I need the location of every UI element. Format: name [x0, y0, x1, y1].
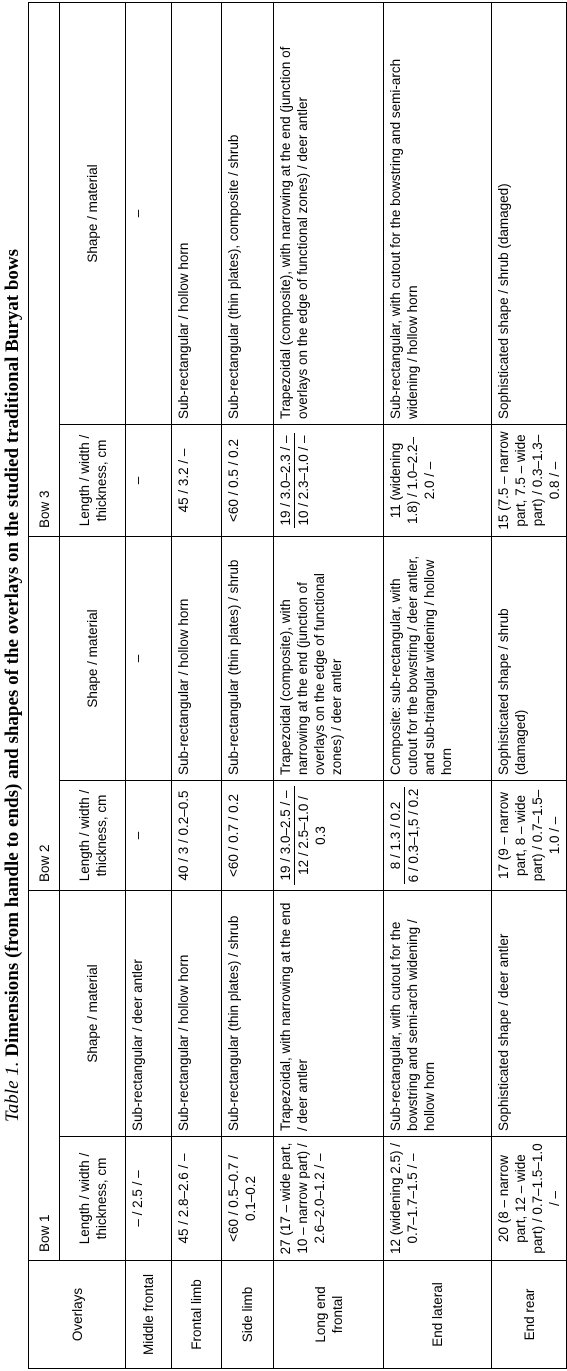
bow2-dimensions: <60 / 0.7 / 0.2 [222, 781, 274, 891]
bow2-dimensions: 17 (9 – narrow part, 8 – wide part) / 0.7–1.5–1.0 / – [492, 781, 567, 891]
bow2-shape: Trapezoidal (composite), with narrowing at the end (junction of overlays on the edge of functional zones) / deer antler [274, 537, 384, 781]
header-overlays: Overlays [29, 1261, 126, 1369]
header-bow1-dim: Length / width / thickness, cm [60, 1137, 126, 1261]
fraction-denominator: 6 / 0.3–1,5 / 0.2 [406, 788, 421, 883]
fraction-numerator: 19 / 3.0–2.5 / – [277, 786, 295, 885]
bow2-dimensions [384, 781, 492, 891]
bow2-shape: Sub-rectangular (thin plates) / shrub [222, 537, 274, 781]
overlay-name: End rear [492, 1261, 567, 1369]
bow3-shape: Sub-rectangular / hollow horn [172, 3, 222, 425]
header-bow3-dim: Length / width / thickness, cm [60, 425, 126, 537]
bow1-shape: Sophisticated shape / deer antler [492, 891, 567, 1137]
bow3-shape: Sophisticated shape / shrub (damaged) [492, 3, 567, 425]
bow3-dimensions-fraction [277, 433, 312, 527]
header-row-bows [29, 3, 60, 1369]
bow1-dimensions: 12 (widening 2.5) / 0.7–1.7–1.5 / – [384, 1137, 492, 1261]
overlay-name: Middle frontal [126, 1261, 172, 1369]
overlay-name: Side limb [222, 1261, 274, 1369]
header-bow2-shape: Shape / material [60, 537, 126, 781]
overlay-name: End lateral [384, 1261, 492, 1369]
overlay-name: Long end frontal [274, 1261, 384, 1369]
bow3-shape: – [126, 3, 172, 425]
bow3-shape: Trapezoidal (composite), with narrowing at the end (junction of overlays on the edge of functional zones) / deer antler [274, 3, 384, 425]
bow3-dimensions: – [126, 425, 172, 537]
overlays-table [28, 2, 567, 1369]
header-bow-2: Bow 2 [29, 537, 60, 891]
header-row-sub [60, 3, 126, 1369]
fraction-denominator: 12 / 2.5–1.0 / 0.3 [296, 796, 328, 875]
bow2-shape: Composite: sub-rectangular, with cutout for the bowstring / deer antler, and sub-triangular widening / hollow horn [384, 537, 492, 781]
table-row [172, 3, 222, 1369]
table-row [222, 3, 274, 1369]
bow1-shape: Trapezoidal, with narrowing at the end / deer antler [274, 891, 384, 1137]
table-row [274, 3, 384, 1369]
bow3-shape: Sub-rectangular, with cutout for the bowstring and semi-arch widening / hollow horn [384, 3, 492, 425]
bow2-shape: Sub-rectangular / hollow horn [172, 537, 222, 781]
bow2-shape: – [126, 537, 172, 781]
fraction-numerator: 19 / 3.0–2.3 / – [278, 435, 293, 526]
header-bow-1: Bow 1 [29, 891, 60, 1261]
caption-text: Dimensions (from handle to ends) and shapes of the overlays on the studied traditional Buryat bows [2, 248, 23, 1062]
header-bow2-dim: Length / width / thickness, cm [60, 781, 126, 891]
bow3-dimensions: <60 / 0.5 / 0.2 [222, 425, 274, 537]
table-caption [0, 0, 26, 1371]
bow2-dimensions: – [126, 781, 172, 891]
bow2-dimensions-fraction [387, 787, 422, 885]
table-row [492, 3, 567, 1369]
bow3-dimensions: 15 (7.5 – narrow part, 7.5 – wide part) / 0.3–1.3–0.8 / – [492, 425, 567, 537]
table-row [126, 3, 172, 1369]
header-bow1-shape: Shape / material [60, 891, 126, 1137]
bow3-dimensions [274, 425, 384, 537]
bow1-shape: Sub-rectangular (thin plates) / shrub [222, 891, 274, 1137]
bow1-shape: Sub-rectangular, with cutout for the bowstring and semi-arch widening / hollow horn [384, 891, 492, 1137]
header-bow3-shape: Shape / material [60, 3, 126, 425]
bow1-dimensions: 20 (8 – narrow part, 12 – wide part) / 0.7–1.5–1.0 / – [492, 1137, 567, 1261]
bow1-shape: Sub-rectangular / hollow horn [172, 891, 222, 1137]
overlay-name: Frontal limb [172, 1261, 222, 1369]
fraction-denominator: 10 / 2.3–1.0 / – [296, 435, 311, 526]
bow2-dimensions: 40 / 3 / 0.2–0.5 [172, 781, 222, 891]
bow1-dimensions: <60 / 0.5–0.7 / 0.1–0.2 [222, 1137, 274, 1261]
bow2-dimensions-fraction [277, 786, 329, 885]
bow1-dimensions: 45 / 2.8–2.6 / – [172, 1137, 222, 1261]
table-row [384, 3, 492, 1369]
header-bow-3: Bow 3 [29, 3, 60, 537]
bow2-shape: Sophisticated shape / shrub (damaged) [492, 537, 567, 781]
bow3-shape: Sub-rectangular (thin plates), composite / shrub [222, 3, 274, 425]
bow1-shape: Sub-rectangular / deer antler [126, 891, 172, 1137]
bow1-dimensions: 27 (17 – wide part, 10 – narrow part) / 2.6–2.0–1.2 / – [274, 1137, 384, 1261]
bow2-dimensions [274, 781, 384, 891]
caption-lead: Table 1. [2, 1061, 23, 1123]
fraction-numerator: 8 / 1.3 / 0.2 [387, 787, 405, 885]
bow3-dimensions: 45 / 3.2 / – [172, 425, 222, 537]
bow1-dimensions: – / 2.5 / – [126, 1137, 172, 1261]
bow3-dimensions: 11 (widening 1.8) / 1.0–2.2–2.0 / – [384, 425, 492, 537]
